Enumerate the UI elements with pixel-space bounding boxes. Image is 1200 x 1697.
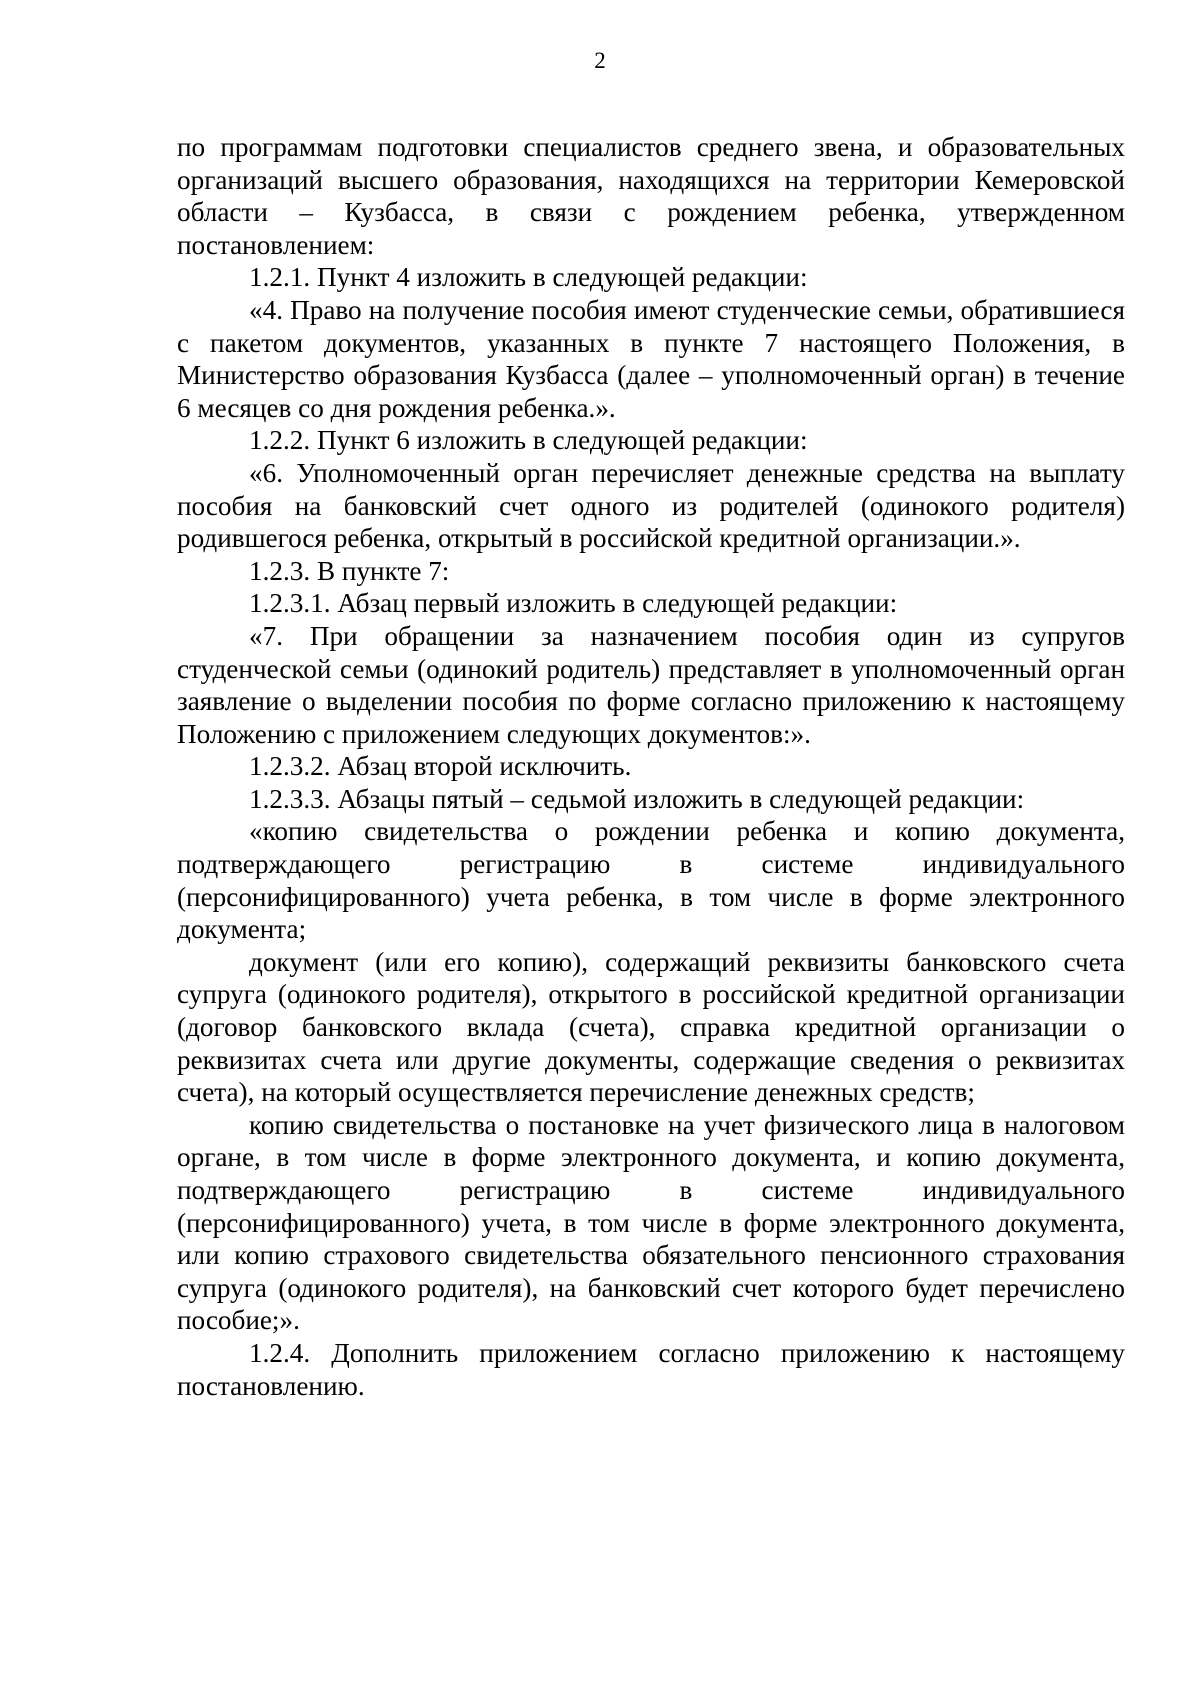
paragraph-continuation: по программам подготовки специалистов среднего звена, и образовательных организаций высшего образования, находящихся на территории Кемеровской области – Кузбасса, в связи с рождением ребенка, утвержденном постановлением: xyxy=(177,132,1125,260)
paragraph-bank-details: документ (или его копию), содержащий реквизиты банковского счета супруга (одинокого родителя), открытого в российской кредитной организации (договор банковского вклада (счета), справка кредитной организации о реквизитах счета или другие документы, содержащие сведения о реквизитах счета), на который осуществляется перечисление денежных средств; xyxy=(177,946,1125,1108)
page-number: 2 xyxy=(594,48,606,73)
paragraph-1-2-4: 1.2.4. Дополнить приложением согласно приложению к настоящему постановлению. xyxy=(177,1337,1125,1401)
paragraph-birth-certificate: «копию свидетельства о рождении ребенка и копию документа, подтверждающего регистрацию в системе индивидуального (персонифицированного) учета ребенка, в том числе в форме электронного документа; xyxy=(177,816,1125,945)
paragraph-1-2-3-1: 1.2.3.1. Абзац первый изложить в следующей редакции: xyxy=(249,588,898,619)
paragraph-tax-registration: копию свидетельства о постановке на учет физического лица в налоговом органе, в том числе в форме электронного документа, и копию документа, подтверждающего регистрацию в системе индивидуального (персонифицированного) учета, в том числе в форме электронного документа, или копию страхового свидетельства обязательного пенсионного страхования супруга (одинокого родителя), на банковский счет которого будет перечислено пособие;». xyxy=(177,1109,1125,1336)
paragraph-1-2-1: 1.2.1. Пункт 4 изложить в следующей редакции: xyxy=(249,262,808,293)
paragraph-item-7: «7. При обращении за назначением пособия один из супругов студенческой семьи (одинокий родитель) представляет в уполномоченный орган заявление о выделении пособия по форме согласно приложению к настоящему Положению с приложением следующих документов:». xyxy=(177,620,1125,749)
paragraph-1-2-2: 1.2.2. Пункт 6 изложить в следующей редакции: xyxy=(249,425,808,456)
paragraph-1-2-3-3: 1.2.3.3. Абзацы пятый – седьмой изложить в следующей редакции: xyxy=(249,783,1025,814)
paragraph-item-6: «6. Уполномоченный орган перечисляет денежные средства на выплату пособия на банковский счет одного из родителей (одинокого родителя) родившегося ребенка, открытый в российской кредитной организации.». xyxy=(177,457,1125,554)
paragraph-1-2-3: 1.2.3. В пункте 7: xyxy=(249,555,450,586)
paragraph-item-4: «4. Право на получение пособия имеют студенческие семьи, обратившиеся с пакетом документов, указанных в пункте 7 настоящего Положения, в Министерство образования Кузбасса (далее – уполномоченный орган) в течение 6 месяцев со дня рождения ребенка.». xyxy=(177,294,1125,423)
document-body xyxy=(177,131,1125,1402)
paragraph-1-2-3-2: 1.2.3.2. Абзац второй исключить. xyxy=(249,751,632,782)
